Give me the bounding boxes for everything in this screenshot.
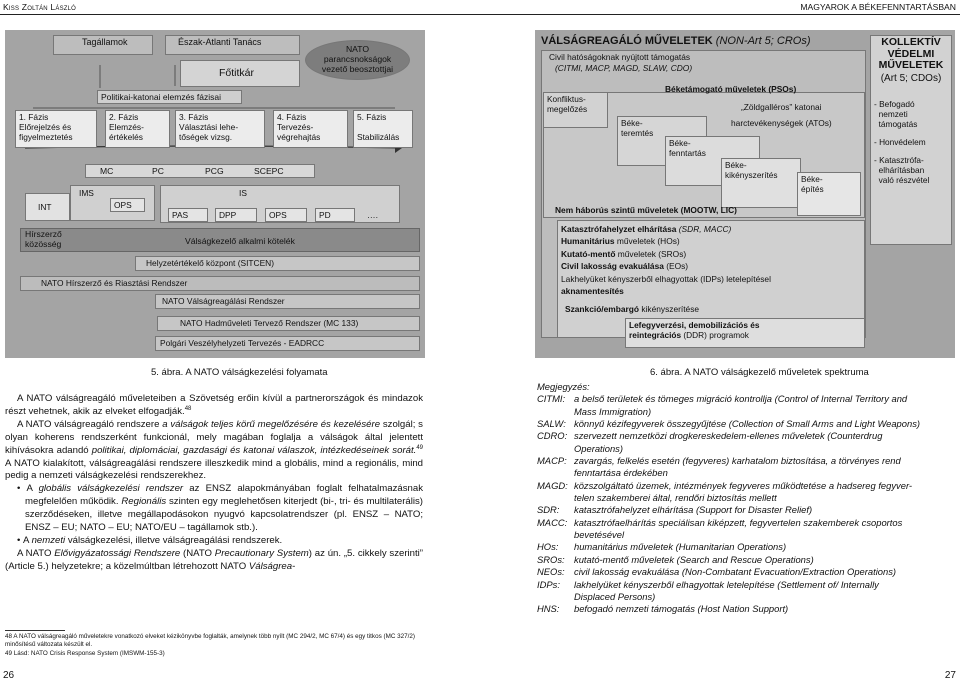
glossary-row (537, 393, 957, 405)
box-fotitkar: Főtitkár (180, 60, 300, 87)
glossary-term: SALW: (537, 418, 566, 430)
glossary-term: MACC: (537, 516, 568, 528)
ellipse-nato-commands: NATO parancsnokságok vezető beosztottjai (305, 40, 410, 80)
glossary-term: HNS: (537, 603, 560, 615)
band-nato-hadm: NATO Hadműveleti Tervező Rendszer (MC 133) (157, 316, 420, 331)
label-pso: Béketámogató műveletek (PSOs) (665, 84, 797, 94)
phase-2 (105, 110, 170, 148)
glossary-definition: civil lakosság evakuálása (Non-Combatant Evacuation/Extraction Operations) (574, 566, 897, 578)
phase-2-title: 2. Fázis (109, 112, 139, 122)
collective-line-3: MŰVELETEK (878, 59, 944, 71)
label-szankcio: Szankció/embargó kikényszerítése (565, 304, 700, 314)
glossary-definition: katasztrófahelyzet elhárítása (Support for Disaster Relief) (574, 504, 813, 516)
figure-nato-crisis-process (5, 30, 425, 358)
band-nato-hirszerzo: NATO Hírszerző és Riasztási Rendszer (20, 276, 420, 291)
box-ddr: Lefegyverzési, demobilizációs és reintegrációs (DDR) programok (625, 318, 865, 348)
label-civil-sub: (CITMI, MACP, MAGD, SLAW, CDO) (555, 63, 693, 73)
label-mootw: Nem háborús szintű műveletek (MOOTW, LIC) (555, 205, 737, 215)
phase-5-title: 5. Fázis (357, 112, 387, 122)
band-nato-valsag: NATO Válságreagálási Rendszer (155, 294, 420, 309)
box-is: IS (160, 185, 400, 223)
box-bekefenntartas: Béke- fenntartás (665, 136, 760, 186)
glossary-definition: könnyű kézifegyverek összegyűjtése (Collection of Small Arms and Light Weapons) (574, 418, 920, 430)
glossary-row (537, 418, 957, 430)
label-pcg: PCG (205, 166, 224, 176)
glossary-row (537, 554, 957, 566)
bullet-2: • A nemzeti válságkezelési, illetve válságreagálási rendszerek. (17, 534, 283, 546)
label-hirszerzo-kozosseg: Hírszerző közösség (25, 229, 62, 249)
collective-item-3: - Katasztrófa- elhárításban való részvétel (874, 154, 930, 185)
page-number-left: 26 (3, 670, 15, 681)
mootw-item: Humanitárius műveletek (HOs) (561, 236, 680, 247)
glossary-definition-cont: Mass Immigration) (574, 405, 652, 417)
box-konfliktus: Konfliktus- megelőzés (543, 92, 608, 128)
glossary-definition-cont: telen szakemberei által, rendőri biztosítás mellett (574, 492, 777, 504)
glossary-row (537, 603, 957, 615)
paragraph-3: A NATO Elővigyázatossági Rendszere (NATO Precautionary System) az ún. „5. cikkely szerinti” (Article 5.) helyzetekre; a közelmúltban létrehozott NATO Válságrea- (5, 547, 424, 572)
phase-5-text: Stabilizálás (357, 132, 400, 142)
footnote-49: 49 Lásd: NATO Crisis Response System (IMSWM-155-3) (5, 650, 165, 657)
phase-1-title: 1. Fázis (19, 112, 49, 122)
label-mc: MC (100, 166, 114, 176)
glossary-term: IDPs: (537, 578, 560, 590)
fig6-title (541, 35, 811, 48)
glossary-definition-cont: fenntartása érdekében (574, 467, 668, 479)
footnote-rule (5, 630, 65, 631)
phase-2-text: Elemzés- értékelés (109, 122, 144, 142)
glossary-definition: közszolgáltató üzemek, intézmények fegyveres működtetése a hadsereg fegyver- (574, 479, 913, 491)
paragraph-1: A NATO válságreagáló műveleteiben a Szövetség erőin kívül a partnerországok és mindazok részt vehetnek, akik az elveket elfogadják.$^{48}$ (5, 393, 423, 417)
label-civil-support: Civil hatóságoknak nyújtott támogatás (549, 52, 691, 62)
glossary-term: CITMI: (537, 393, 566, 405)
caption-figure-6: 6. ábra. A NATO válságkezelő műveletek spektruma (650, 367, 869, 378)
glossary-row (537, 480, 957, 492)
phase-4-title: 4. Fázis (277, 112, 307, 122)
fig6-title-bold: VÁLSÁGREAGÁLÓ MŰVELETEK (541, 35, 713, 47)
mootw-item: Civil lakosság evakuálása (EOs) (561, 261, 689, 272)
glossary-definition: szervezett nemzetközi drogkereskedelem-ellenes műveletek (Counterdrug (574, 430, 883, 442)
mootw-item: Katasztrófahelyzet elhárítása (SDR, MACC) (561, 224, 732, 234)
fig6-title-rest: (NON-Art 5; CROs) (715, 35, 811, 47)
glossary-term: NEOs: (537, 566, 565, 578)
glossary-definition: humanitárius műveletek (Humanitarian Operations) (574, 541, 787, 553)
footnote-48: 48 A NATO válságreagáló műveletekre vonatkozó elveket kézikönyvbe foglalták, amelynek több nyílt (MC 294/2, MC 67/4) és egy titkos (MC 327/2) minősítésű változata készült el. (5, 633, 415, 648)
glossary-row (537, 504, 957, 516)
phase-3 (175, 110, 265, 148)
label-zoldgalleros: „Zöldgalléros” katonai (741, 102, 822, 112)
mootw-item: Lakhelyüket kényszerből elhagyottak (IDPs) letelepítésel (561, 273, 771, 284)
mootw-list (561, 223, 771, 297)
glossary-term: MACP: (537, 455, 567, 467)
collective-item-1: - Befogadó nemzeti támogatás (874, 98, 918, 129)
label-etc: …. (367, 210, 378, 220)
glossary-term: SDR: (537, 504, 560, 516)
box-pd: PD (315, 208, 355, 222)
glossary-definition-cont: bevetésével (574, 529, 625, 541)
label-harctev: harctevékenységek (ATOs) (731, 118, 832, 128)
glossary-definition: befogadó nemzeti támogatás (Host Nation Support) (574, 603, 789, 615)
box-bekeepites: Béke- építés (797, 172, 861, 216)
box-polkat-phases: Politikai-katonai elemzés fázisai (97, 90, 242, 104)
glossary (537, 381, 957, 616)
label-scepc: SCEPC (254, 166, 284, 176)
glossary-row (537, 430, 957, 442)
glossary-definition: katasztrófaelhárítás speciálisan kiképzett, fegyvertelen szakemberek csoportos (574, 516, 903, 528)
label-valsag-kotelek: Válságkezelő alkalmi kötelék (185, 236, 295, 246)
glossary-definition-cont: Operations) (574, 442, 623, 454)
figure-nato-crisis-spectrum (535, 30, 955, 358)
phase-3-text: Választási lehe- tőségek vizsg. (179, 122, 239, 142)
header-rule-left (0, 14, 480, 15)
collective-item-2: - Honvédelem (874, 136, 926, 147)
band-eadrcc: Polgári Veszélyhelyzeti Tervezés - EADRCC (155, 336, 420, 351)
running-head-author: Kiss Zoltán László (3, 2, 77, 12)
phase-4 (273, 110, 348, 148)
running-head-title: MAGYAROK A BÉKEFENNTARTÁSBAN (800, 2, 956, 12)
phase-3-title: 3. Fázis (179, 112, 209, 122)
collective-sub: (Art 5; CDOs) (880, 72, 942, 84)
box-ims: IMS (70, 185, 155, 221)
glossary-term: MAGD: (537, 479, 568, 491)
glossary-definition: lakhelyüket kényszerből elhagyottak letelepítése (Settlement of/ Internally (574, 578, 879, 590)
box-collective-defense (870, 35, 952, 245)
box-pas: PAS (168, 208, 208, 222)
body-text (5, 393, 423, 574)
box-int: INT (25, 193, 70, 221)
glossary-term: HOs: (537, 541, 559, 553)
header-rule-right (480, 14, 960, 15)
phase-4-text: Tervezés- végrehajtás (277, 122, 321, 142)
glossary-row (537, 517, 957, 529)
box-tagallamok: Tagállamok (53, 35, 153, 55)
glossary-row (537, 579, 957, 591)
box-north-atlantic-council: Észak-Atlanti Tanács (165, 35, 300, 55)
box-beketeremtes: Béke- teremtés (617, 116, 707, 166)
box-ops: OPS (265, 208, 307, 222)
page-number-right: 27 (944, 670, 956, 681)
glossary-definition: zavargás, felkelés esetén (fegyveres) karhatalom biztosítása, a törvényes rend (574, 455, 901, 467)
label-pc: PC (152, 166, 164, 176)
collective-line-1: KOLLEKTÍV (881, 36, 941, 48)
collective-line-2: VÉDELMI (887, 47, 935, 60)
box-dpp: DPP (215, 208, 257, 222)
paragraph-2: A NATO válságreagáló rendszere a válságok teljes körű megelőzésére és kezelésére szolgál; s olyan koherens rendszerként funkcionál, mely magában foglalja a válságok által jelentett kihívásokra adandó politikai, diplomáciai, gazdasági és katonai válaszok, intézkedéseinek sorát.$^{49}$ A NATO kialakított, válságreagálási rendszere illeszkedik mind a globális, mind a regionális, mind pedig a nemzeti válságkezelési rendszerekhez. (5, 418, 423, 482)
glossary-title: Megjegyzés: (537, 381, 590, 392)
glossary-definition: a belső területek és tömeges migráció kontrollja (Control of Internal Territory and (574, 393, 908, 405)
glossary-term: CDRO: (537, 430, 568, 442)
mootw-item: Kutató-mentő műveletek (SROs) (561, 248, 687, 259)
glossary-row (537, 541, 957, 553)
phase-1-text: Előrejelzés és figyelmeztetés (19, 122, 73, 142)
caption-figure-5: 5. ábra. A NATO válságkezelési folyamata (151, 367, 328, 378)
box-bekekikenyszerites: Béke- kikényszerítés (721, 158, 801, 208)
phase-5 (353, 110, 413, 148)
glossary-definition: kutató-mentő műveletek (Search and Rescue Operations) (574, 553, 814, 565)
glossary-row (537, 566, 957, 578)
box-ims-ops: OPS (110, 198, 145, 212)
glossary-definition-cont: Displaced Persons) (574, 590, 656, 602)
glossary-term: SROs: (537, 553, 565, 565)
glossary-row (537, 455, 957, 467)
band-sitcen: Helyzetértékelő központ (SITCEN) (135, 256, 420, 271)
mootw-item: aknamentesítés (561, 286, 624, 297)
bullet-1: • A globális válságkezelési rendszer az ENSZ alapokmányában foglalt felhatalmazásnak megfelelően működik. Regionális szinten egy meglehetősen kiterjedt (bi-, tri- és multilaterális) szerződéseken, illetve megállapodásokon nyugvó kapcsolatrendszer (pl. ENSZ – NATO; ENSZ – EU; NATO – EU; NATO/EU – tagállamok stb.). (17, 483, 423, 534)
phase-1 (15, 110, 97, 148)
